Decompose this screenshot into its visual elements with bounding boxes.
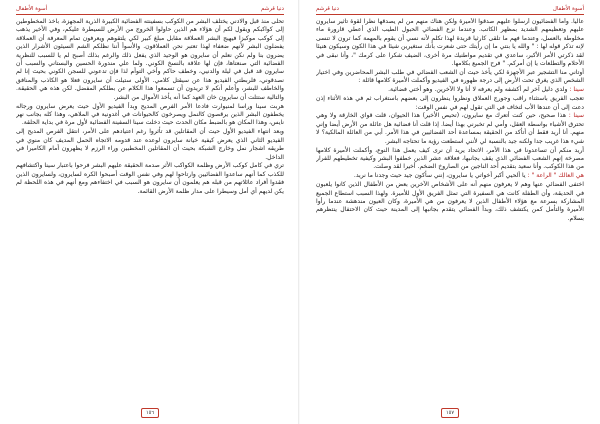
paragraph xyxy=(316,147,584,172)
header-rule xyxy=(316,14,584,15)
page-number: ۱٥٧ xyxy=(441,408,459,418)
paragraph-text: تعجب الفريق باستثناء راقب وجورج العملاق ونظروا ينظرون إلى بعضهم باستغراب ثم في هذه الأثناء إذن دعت إلى أن عندها الأب لتخاف في التي تقول لهم في نفس الوقت: xyxy=(316,95,584,111)
paragraph xyxy=(316,86,584,94)
header-book-title: أسوة الأطفال xyxy=(552,6,584,12)
paragraph-text: عالياً. وأما الفضائيون أرسلوا عليهم صدقوا الأميرة ولكن هناك منهم من لم يصدقها نظراً لقوة تأثير سايرون عليهم وتعظيمهم الشديد بمظهر الكاتب. وعندما نزع الفضائي الحبول الطيب الذي أعطي قارورة ماء مخلوطة بالعسل، وعندما فهم ما تلقى كارثيا قريدة لهذا تكلم لأنه نسي أن يقوم بالمهمة كما ترون لا تنسى لإنه تذكر قوله لها : " والله يا بنتي ما إن رأيتك حتى شعرت بأنك ستغيرين شيئا في هذا الكون وسيكون هنيئا لقد ذكرتي الأمر الأكبر، ساعدي في تقديم مواطنيك مرة أخرى، الضيف شكرا على كرمك "، وأنا نبقى في الأحلام والتطلعات يا إن أمركم. " فرح الجميع بكلامها. xyxy=(316,18,584,68)
paragraph-text: أوتاني منا التشجير عبر الأجهزة لكي يأخذ حيث أن الشعب الفضائي في طلب البشر المحاضرين وفي اختيار الشخص الذي يغرق تحت الأرض إلى درجة ظهوره في الفيديو وأكملت الأميرة كلامها قائلة : xyxy=(316,68,584,85)
dialogue-speaker: سينا : xyxy=(569,86,584,94)
paragraph xyxy=(316,18,584,68)
dialogue-speaker: سينا : xyxy=(568,112,584,120)
paragraph-text: اختفى الفضائي عنها وهم لا يعرفون منهم أنه على الأشخاص الآخرين بعض من الأطفال الذين كانوا يلعبون في الحديقة، وأن الطفلة كانت هي السفيرة التي تمثل الفريق الأول للأميرة. ولهذا السبب استطاع الجميع المشاركة بسرعة مع هؤلاء الأطفال الذين لا يعرفون من هي الأميرة، وكان العيون مندهشة عندما رأوا الأميرة والتأمل كمن يكتشف ذلك، وبدأ الفضائي يتقدم بجانبها إلى المدينة حيث كان الاحتفال ينتظرهم بسلام. xyxy=(316,181,584,222)
header-book-title: أسوة الأطفال xyxy=(16,6,48,12)
header-chapter: دنيا قرشم xyxy=(261,6,284,12)
paragraph xyxy=(316,95,584,112)
paragraph: وبعد انتهاء الفيديو الأول حيث أن المقاتلين قد تأثروا رغم اعتيادهم على الأمر، انتقل الفرص المديح إلى الفيديو الثاني الذي يعرض كيفية خيانة سايرون لوعده عند قدومه الاتجاه الحمل المديف كان منوي في طريقه اشجار نمل وخارج الشبكة بحيث أن المقاتلين المخطبين وراء الرزم لا يظهرون أمام الكاميرا في الداخل. xyxy=(16,128,284,161)
paragraph xyxy=(316,112,584,146)
paragraph: هربت سينا وراسا لمنيوارت فادعا الأمر الفرص المديح وبدأ الفيديو الأول حيث يعرض سايرون ورجاله يخطفون البشر الذين يرقصون كالنمل ويصرخون كالحيوانات في أغدونية في الملاهي، وهذا كله بجانب نهر نايس، وهذا المكان هو بالضبط مكان الحدث حيث دخلت سينا السفينة الفضائية لأول مرة في بداية الحلقة. xyxy=(16,102,284,127)
page-body xyxy=(16,18,284,400)
paragraph-text: هذا صحيح، حين كنت أتعرك مع سايرون، (تحيص الأخير) هذا الحيوان، قلت قواي الخارقة ولا وهي تحترق الأشياء بواسطة العقل، وأمي لم تخبرني بهذا أيضا. إذا قلت أنا فضائية هل عائلة من الأرض أيضا وإني منهم. أنا أريد فقط أن أتأكد من الحقيقة بمساعدة أحد الفضائيين في هذا الأمر. أبي من العائلة المالكية؟ لا شيء هذا غريب جدا ولكنه جيد بالنسبة لي لأنني استطعت رؤية ما تحتاجه البشر. xyxy=(316,112,584,145)
paragraph-text: أريد منكم أن تساعدونا في هذا الأمر، الاتحاد يريد أن نرى كيف يعمل هذا النوع، وأكملت الأميرة كلامها مصرخة إنهم الشعب الفضائي الذي يقف بجانبها، فعلاقة عشر الذين خطفوا البشر وكيفية تخطيطهم للفرار من هذا الكوكب. وأنا سعيد بتقديم أحد الناجين من الصاروخ الضخم. أخيرا لقد وصلت. xyxy=(316,146,584,171)
running-header xyxy=(16,4,284,12)
page-body xyxy=(316,18,584,400)
paragraph xyxy=(316,172,584,180)
page-number: ۱٥٦ xyxy=(141,408,159,418)
paragraph: تري في كامل كوكب الأرض وظلمة الكواكب الأثر صدمة الحقيقة عليهم البشر فرحوا باعتبار سينا واكتشافهم للكذب كما أنهم ساعدوا الفضائيين وارتاحوا لهم وفي نفس الوقت أصبحوا الكره لسايرون، ولسايرون الذين فقدوا أفراد عائلاتهم من قبله هم يعلمون أن سايرون هو السبب في اختفاءهم ومع أنهم في هذه اللحظة لم يكن لديهم أي أمل وسيطرا على مدار ظلمة الأرض القائمة. xyxy=(16,162,284,195)
paragraph xyxy=(316,181,584,223)
dialogue-speaker: هي العالك " الراعة " : xyxy=(527,172,584,180)
paragraph xyxy=(316,69,584,86)
header-chapter: دنيا قرشم xyxy=(316,6,339,12)
right-page xyxy=(300,0,600,424)
paragraph: تحلى منذ قبل والادني يختلف البشر من الكوكب بسفينته الفضائية الكبيرة الذرية المجهزة، بأخذ المخطوطين إلى كواكبكم ويقول لكم أن هؤلاء هم الذين حاولوا الخروج من الأرض للسيطرة عليكم، وفي الأخير يذهب إلى كوكب موكبزا فيهيج البشر العملاقة مقابل مبلغ كبير لكي يلتقوهم ويعرفون تمام المعرفة أن العملاقة يفضلون البشر لأنهم ضعفاء لهذا تعتبر نحن العملاقون. والأسوأ أننا نظلكم الشم السيئون الأشرار الذين يضرون بنا ولم نكن نعلم أن سايرون هو الوحيد الذي يفعل ذلك والرغم بذلك أصبح لم يا للسبب للنظرية الفضائية التي صنعتاها، فإن لها علاقة بالنسخ الكوني. ولما علي مندورة الحسين والبستاني والسبب أن سايرون قد قبل في ليلة والدنيي، وخطف حاكم وأخي التوأم لذا فإن تدعوني للسجن الكوني بحيث إنا لم نصدقوني، فلربطتي الفيديو هذا عن سيقتل كلامي. الأولى ستيلت أن سايرون فعلا هو الكاذب والمنافق والخاطف للبشر، وأعلم أنكم لا تريدون أن تسمعوا هذا الكلام عن بطلكم المفضل. لكن هذه هي الحقيقة. والتالية ستتلت أن سايرون خان العهد كما أنه يأخذ الأموال من البشر. xyxy=(16,18,284,101)
running-header xyxy=(316,4,584,12)
paragraph-text: يا ألحيي أكبر أخواتي يا سايرون، إنني سأكون جيد حيث وجدنا ما نريد. xyxy=(353,172,526,180)
header-rule xyxy=(16,14,284,15)
paragraph-text: ولدي دليل آخر لم أكشفه ولم يعرفه لا أنا ولا الآخرين. وهو أختي فضائية. xyxy=(388,86,568,94)
